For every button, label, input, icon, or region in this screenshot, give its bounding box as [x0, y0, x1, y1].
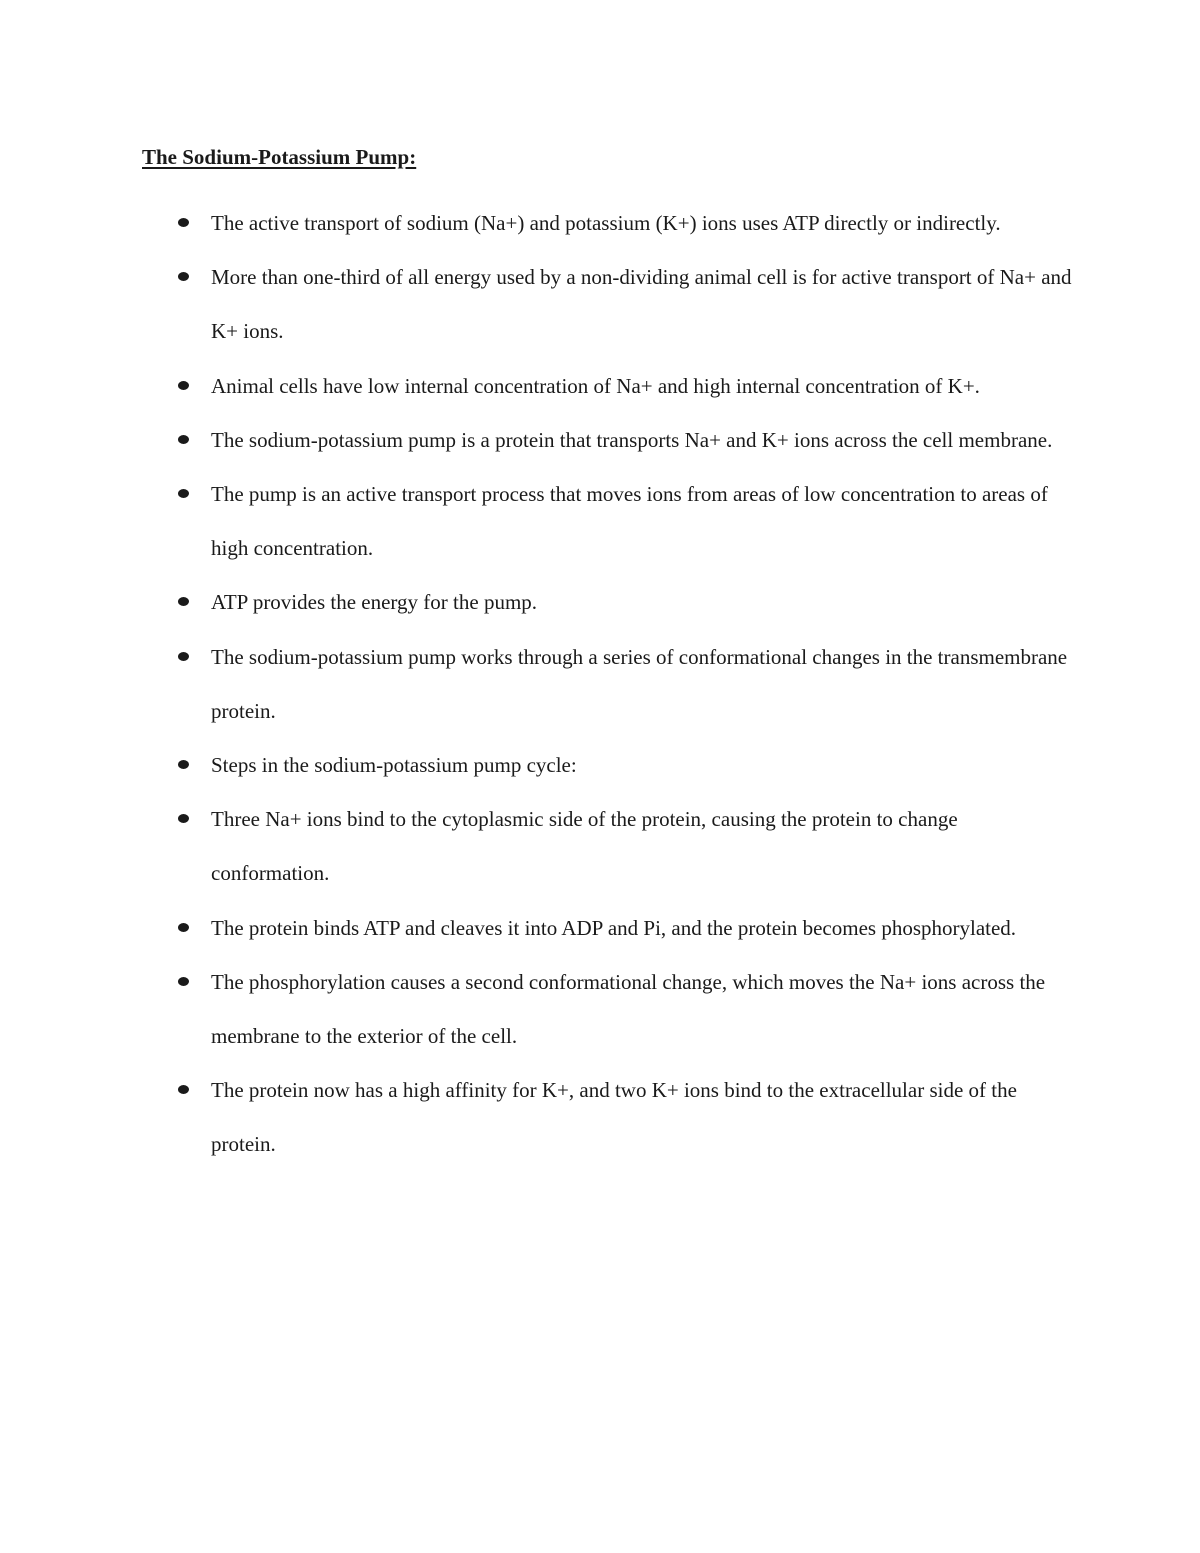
list-item: [0, 575, 1081, 629]
bullet-icon: [178, 435, 189, 444]
bullet-icon: [178, 1085, 189, 1094]
list-item: [0, 413, 1081, 467]
bullet-list: [0, 196, 1200, 1172]
bullet-icon: [178, 381, 189, 390]
list-item-text: The sodium-potassium pump works through a series of conformational changes in the transmembrane protein.: [211, 644, 1068, 723]
list-item-text: The protein binds ATP and cleaves it into ADP and Pi, and the protein becomes phosphorylated.: [211, 915, 1017, 940]
bullet-icon: [178, 652, 189, 661]
list-item: [0, 196, 1081, 250]
list-item-text: The protein now has a high affinity for K+, and two K+ ions bind to the extracellular side of the protein.: [211, 1078, 1017, 1157]
bullet-icon: [178, 923, 189, 932]
document-title: The Sodium-Potassium Pump:: [142, 145, 417, 169]
bullet-icon: [178, 760, 189, 769]
list-item-text: The phosphorylation causes a second conformational change, which moves the Na+ ions across the membrane to the exterior of the cell.: [211, 969, 1046, 1049]
list-item-text: The active transport of sodium (Na+) and potassium (K+) ions uses ATP directly or indirectly.: [211, 211, 1001, 235]
list-item: [0, 359, 1081, 413]
list-item: [0, 738, 1081, 792]
bullet-icon: [178, 272, 189, 281]
list-item: [0, 1063, 1081, 1171]
list-item: [0, 955, 1081, 1063]
list-item: [0, 467, 1081, 575]
bullet-icon: [178, 489, 189, 498]
bullet-icon: [178, 814, 189, 823]
bullet-icon: [178, 218, 189, 227]
list-item-text: Three Na+ ions bind to the cytoplasmic side of the protein, causing the protein to change conformation.: [211, 807, 958, 886]
list-item-text: Animal cells have low internal concentration of Na+ and high internal concentration of K+.: [211, 373, 980, 398]
list-item-text: More than one-third of all energy used by a non-dividing animal cell is for active transport of Na+ and K+ ions.: [211, 265, 1072, 344]
bullet-icon: [178, 597, 189, 606]
list-item: [0, 250, 1081, 358]
list-item-text: Steps in the sodium-potassium pump cycle:: [211, 753, 577, 778]
bullet-icon: [178, 977, 189, 986]
list-item-text: The pump is an active transport process that moves ions from areas of low concentration to areas of high concentration.: [211, 482, 1048, 561]
list-item: [0, 630, 1081, 738]
list-item-text: The sodium-potassium pump is a protein that transports Na+ and K+ ions across the cell membrane.: [211, 427, 1053, 452]
list-item: [0, 901, 1081, 955]
list-item-text: ATP provides the energy for the pump.: [211, 590, 538, 615]
list-item: [0, 792, 1081, 900]
